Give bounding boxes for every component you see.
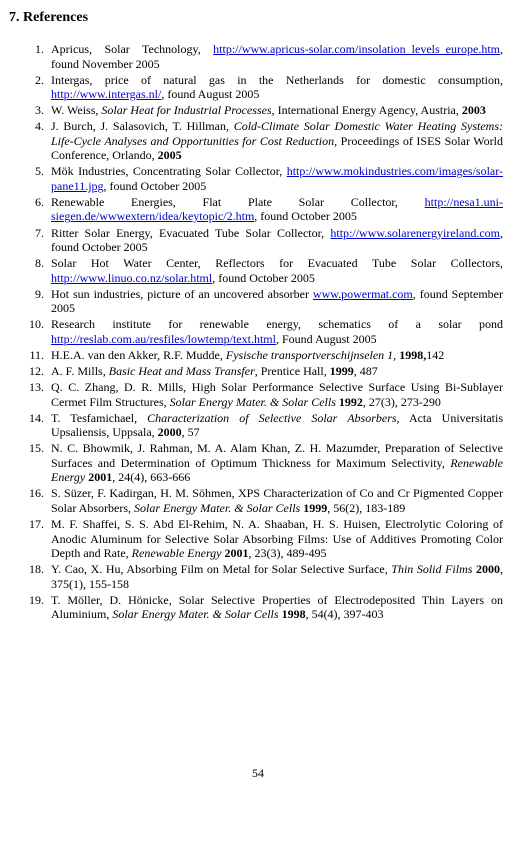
- reference-number: 3.: [35, 103, 44, 118]
- reference-italic-title: Characterization of Selective Solar Absorbers: [147, 410, 397, 425]
- references-list: [22, 42, 503, 623]
- reference-italic-title: Renewable Energy: [131, 546, 222, 560]
- reference-text: , International Energy Agency, Austria,: [271, 103, 462, 118]
- reference-item: [22, 517, 503, 561]
- reference-text: , Prentice Hall,: [254, 364, 330, 379]
- reference-text: , 56(2), 183-189: [327, 500, 406, 515]
- reference-italic-title: Solar Energy Mater. & Solar Cells: [134, 500, 301, 515]
- reference-year: 1999: [303, 500, 328, 515]
- reference-text: T. Möller, D. Hönicke, Solar Selective Properties of Electrodeposited Thin Layers on Aluminium,: [51, 592, 503, 622]
- reference-item: [22, 593, 503, 622]
- reference-text: Ritter Solar Energy, Evacuated Tube Solar Collector,: [51, 225, 331, 240]
- reference-text: , 375(1), 155-158: [51, 562, 503, 591]
- reference-italic-title: Basic Heat and Mass Transfer: [108, 364, 255, 379]
- reference-text: Proceedings of ISES Solar World Conference, Orlando,: [51, 133, 504, 163]
- reference-year: 2000: [476, 562, 500, 577]
- reference-link[interactable]: http://reslab.com.au/resfiles/lowtemp/text.html: [51, 331, 276, 346]
- reference-text: , 487: [353, 364, 378, 379]
- reference-text: , found October 2005: [254, 209, 357, 224]
- reference-item: [22, 317, 503, 346]
- reference-text: , 54(4), 397-403: [305, 607, 384, 622]
- reference-year: 1998,: [399, 347, 427, 362]
- reference-item: [22, 562, 503, 591]
- reference-item: [22, 42, 503, 71]
- reference-number: 5.: [35, 164, 44, 179]
- reference-item: [22, 364, 503, 379]
- reference-italic-title: Solar Heat for Industrial Processes: [101, 103, 272, 118]
- reference-number: 14.: [29, 410, 44, 425]
- reference-year: 2001: [224, 546, 249, 560]
- reference-link[interactable]: http://nesa1.uni-siegen.de/wwwextern/idea/keytopic/2.htm: [51, 194, 503, 224]
- reference-year: 2005: [157, 148, 182, 163]
- reference-text: M. F. Shaffei, S. S. Abd El-Rehim, N. A. Shaaban, H. S. Huisen, Electrolytic Coloring of Anodic Aluminum for Selective Solar Absorbing Films: Use of Additives Promoting Color Depth and Rate,: [51, 517, 503, 560]
- reference-number: 10.: [29, 317, 44, 332]
- reference-year: 2001: [88, 470, 113, 485]
- reference-text: Research institute for renewable energy, schematics of a solar pond: [51, 317, 503, 332]
- reference-italic-title: Solar Energy Mater. & Solar Cells: [169, 394, 336, 409]
- reference-text: Mök Industries, Concentrating Solar Collector,: [51, 164, 287, 179]
- reference-number: 2.: [35, 72, 44, 87]
- reference-number: 12.: [29, 364, 44, 379]
- reference-year: 1999: [329, 364, 354, 379]
- reference-item: [22, 164, 503, 193]
- reference-year: 1992: [338, 394, 363, 409]
- reference-item: [22, 380, 503, 409]
- reference-number: 17.: [29, 517, 44, 531]
- reference-text: , found November 2005: [51, 42, 503, 71]
- reference-italic-title: Thin Solid Films: [391, 562, 473, 577]
- reference-item: [22, 73, 503, 102]
- reference-item: [22, 441, 503, 485]
- reference-item: [22, 226, 503, 255]
- reference-number: 9.: [35, 286, 44, 301]
- reference-text: Renewable Energies, Flat Plate Solar Collector,: [51, 194, 425, 209]
- reference-text: 142: [426, 347, 445, 362]
- reference-number: 8.: [35, 256, 44, 271]
- reference-text: , 27(3), 273-290: [362, 394, 441, 409]
- reference-link[interactable]: http://www.mokindustries.com/images/solar-pane11.jpg: [51, 164, 503, 193]
- reference-text: , found October 2005: [51, 225, 503, 255]
- reference-text: , found October 2005: [103, 178, 207, 193]
- section-title: 7. References: [9, 10, 89, 25]
- reference-text: Apricus, Solar Technology,: [51, 42, 214, 56]
- reference-link[interactable]: www.powermat.com: [312, 286, 413, 301]
- reference-text: , found August 2005: [161, 87, 260, 102]
- reference-item: [22, 195, 503, 224]
- reference-item: [22, 256, 503, 285]
- reference-item: [22, 119, 503, 163]
- reference-text: Q. C. Zhang, D. R. Mills, High Solar Performance Selective Surface Using Bi-Sublayer Cermet Film Structures,: [51, 380, 503, 409]
- reference-number: 19.: [29, 592, 44, 607]
- reference-text: , 57: [181, 425, 200, 440]
- reference-text: , 24(4), 663-666: [112, 470, 191, 485]
- reference-link[interactable]: http://www.intergas.nl/: [51, 87, 162, 102]
- reference-item: [22, 348, 503, 363]
- reference-italic-title: Renewable Energy: [51, 455, 503, 485]
- reference-text: , found October 2005: [212, 270, 315, 285]
- reference-italic-title: Fysische transportverschijnselen 1,: [225, 347, 397, 362]
- reference-text: N. C. Bhowmik, J. Rahman, M. A. Alam Khan, Z. H. Mazumder, Preparation of Selective Surfaces and Determination of Optimum Thickness for Maximum Selectivity,: [51, 441, 503, 470]
- reference-number: 7.: [35, 225, 44, 240]
- reference-number: 18.: [29, 562, 44, 577]
- reference-link[interactable]: http://www.solarenergyireland.com: [330, 225, 500, 240]
- reference-text: Hot sun industries, picture of an uncovered absorber: [51, 286, 313, 301]
- reference-text: , 23(3), 489-495: [248, 546, 327, 560]
- reference-item: [22, 103, 503, 118]
- reference-text: J. Burch, J. Salasovich, T. Hillman,: [51, 119, 234, 134]
- reference-text: , found September 2005: [51, 286, 504, 316]
- reference-text: H.E.A. van den Akker, R.F. Mudde,: [51, 347, 226, 362]
- reference-italic-title: Solar Energy Mater. & Solar Cells: [112, 607, 279, 622]
- reference-number: 16.: [29, 486, 44, 501]
- page-number: 54: [252, 766, 264, 780]
- reference-number: 4.: [35, 119, 44, 134]
- reference-text: T. Tesfamichael,: [51, 410, 148, 425]
- reference-item: [22, 486, 503, 515]
- reference-year: 2003: [461, 103, 486, 118]
- reference-item: [22, 287, 503, 316]
- reference-italic-title: Cold-Climate Solar Domestic Water Heating Systems: Life-Cycle Analyses and Opportunities for Cost Reduction,: [51, 119, 503, 148]
- reference-text: , Found August 2005: [275, 331, 377, 346]
- reference-link[interactable]: http://www.apricus-solar.com/insolation_levels_europe.htm: [213, 42, 500, 56]
- reference-text: S. Süzer, F. Kadirgan, H. M. Söhmen, XPS Characterization of Co and Cr Pigmented Copper Solar Absorbers,: [51, 486, 503, 515]
- reference-number: 6.: [35, 194, 44, 209]
- reference-number: 13.: [29, 380, 44, 395]
- reference-text: A. F. Mills,: [51, 364, 109, 379]
- reference-text: Intergas, price of natural gas in the Netherlands for domestic consumption,: [51, 72, 503, 87]
- reference-link[interactable]: http://www.linuo.co.nz/solar.html: [51, 270, 213, 285]
- reference-text: W. Weiss,: [51, 103, 102, 118]
- reference-year: 2000: [157, 425, 182, 440]
- reference-item: [22, 411, 503, 440]
- reference-text: , Acta Universitatis Upsaliensis, Uppsala,: [51, 410, 503, 440]
- reference-number: 15.: [29, 441, 44, 456]
- reference-number: 11.: [29, 347, 44, 362]
- reference-number: 1.: [35, 42, 44, 56]
- reference-text: Solar Hot Water Center, Reflectors for Evacuated Tube Solar Collectors,: [51, 256, 503, 271]
- reference-year: 1998: [281, 607, 306, 622]
- reference-text: Y. Cao, X. Hu, Absorbing Film on Metal for Solar Selective Surface,: [51, 562, 392, 577]
